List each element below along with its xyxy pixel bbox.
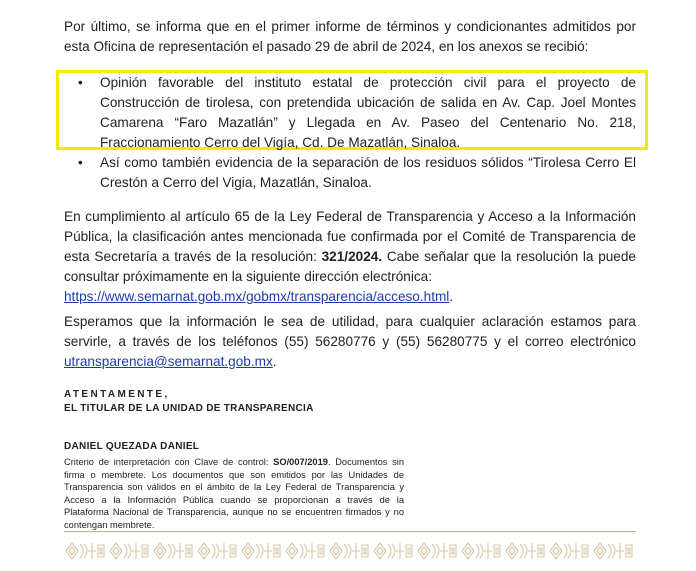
closing-line: Esperamos que la información le sea de utilidad, para cualquier aclaración estamos para [64, 314, 636, 329]
list-item-line: Crestón a Cerro del Vigia, Mazatlán, Sinaloa. [100, 175, 372, 190]
bullet-icon: • [78, 75, 83, 90]
url-suffix: . [449, 289, 454, 304]
email-suffix: . [272, 354, 277, 369]
compliance-line [64, 247, 636, 267]
compliance-text: esta Secretaría a través de la resolución: [64, 249, 322, 264]
compliance-line: Pública, la clasificación antes mencionada fue confirmada por el Comité de Transparencia de [64, 229, 636, 244]
email-link[interactable]: utransparencia@semarnat.gob.mx [64, 354, 273, 369]
transparency-url-link[interactable]: https://www.semarnat.gob.mx/gobmx/transparencia/acceso.html [64, 289, 450, 304]
note-line [64, 456, 404, 469]
intro-paragraph [64, 17, 636, 57]
signer-name: DANIEL QUEZADA DANIEL [64, 441, 200, 452]
signer-title: EL TITULAR DE LA UNIDAD DE TRANSPARENCIA [64, 403, 314, 414]
list-item-line: Fraccionamiento Cerro del Vigía, Cd. De Mazatlán, Sinaloa. [100, 135, 461, 150]
resolution-number: 321/2024. [321, 249, 383, 264]
closing-paragraph [64, 312, 636, 372]
atentamente-label: ATENTAMENTE, [64, 389, 170, 400]
note-line: contengan membrete. [64, 519, 155, 530]
note-text: . Documentos sin [327, 457, 404, 467]
compliance-text: Cabe señalar que la resolución la puede [382, 249, 636, 264]
url-line [64, 287, 636, 307]
compliance-paragraph [64, 207, 636, 307]
list-item-line: Opinión favorable del instituto estatal de protección civil para el proyecto de [100, 75, 636, 90]
footer-ornament [64, 540, 636, 562]
note-text: Criterio de interpretación con Clave de control: [64, 457, 274, 467]
control-key: SO/007/2019 [273, 457, 328, 467]
list-item-line: Camarena “Faro Mazatlán” y Llegada en Av. Paseo del Centenario No. 218, [100, 115, 636, 130]
list-item-line: Así como también evidencia de la separación de los residuos sólidos “Tirolesa Cerro El [100, 155, 636, 170]
note-line: Transparencia son válidos en el ámbito de la Ley Federal de Transparencia y [64, 482, 404, 492]
intro-line: Por último, se informa que en el primer informe de términos y condicionantes admitidos por [64, 19, 636, 34]
compliance-line: consultar próximamente en la siguiente dirección electrónica: [64, 269, 432, 284]
email-line [64, 352, 636, 372]
list-item-line: Construcción de tirolesa, con pretendida ubicación de salida en Av. Cap. Joel Montes [100, 95, 636, 110]
note-line: Acceso a la Información Pública cuando se proporcionan a través de la [64, 494, 404, 505]
criteria-note [64, 456, 404, 531]
footer-divider [64, 531, 636, 532]
closing-line: servirle, a través de los teléfonos (55) 56280776 y (55) 56280775 y el correo electrónico [64, 334, 636, 349]
bullet-icon: • [78, 155, 83, 170]
note-line: firma o membrete. Los documentos que son emitidos por las Unidades de [64, 469, 404, 480]
compliance-line: En cumplimiento al artículo 65 de la Ley Federal de Transparencia y Acceso a la Información [64, 209, 636, 224]
intro-line: esta Oficina de representación el pasado 29 de abril de 2024, en los anexos se recibió: [64, 39, 589, 54]
note-line: Plataforma Nacional de Transparencia, aunque no se encuentren firmados y no [64, 507, 404, 517]
